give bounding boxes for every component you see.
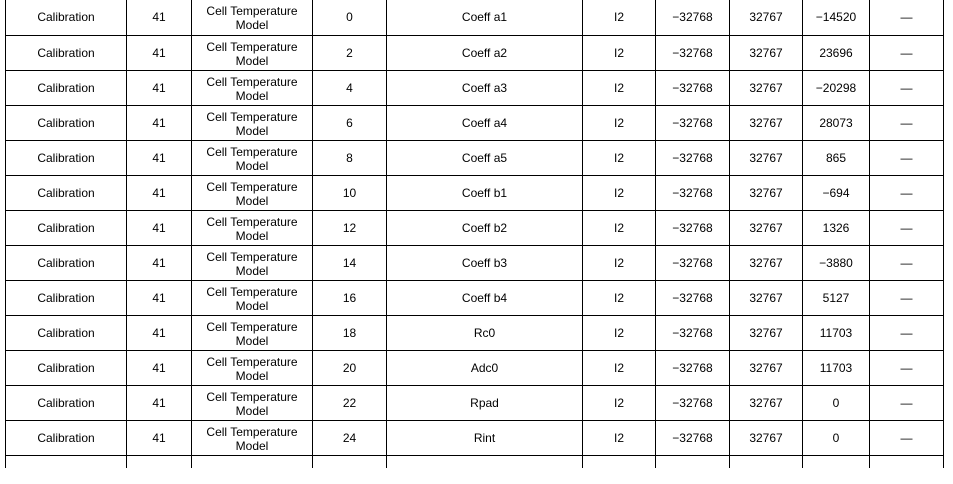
cell-value-text: −3880	[819, 255, 853, 270]
cell-type	[583, 385, 656, 420]
cell-category	[6, 140, 127, 175]
cell-type	[583, 210, 656, 245]
cell-min	[656, 0, 730, 35]
cell-offset-text: 6	[346, 115, 353, 130]
cell-max	[730, 385, 803, 420]
cell-id-text: 41	[152, 325, 166, 340]
cell-max	[730, 140, 803, 175]
table-row	[6, 280, 944, 315]
cell-model-text: Cell Temperature Model	[206, 319, 298, 348]
cell-category-text: Calibration	[37, 360, 95, 375]
cell-max-text: 32767	[749, 115, 783, 130]
cell-id	[127, 245, 192, 280]
table-row-partial	[6, 455, 944, 468]
cell-category	[6, 350, 127, 385]
cell-name	[387, 350, 583, 385]
cell-min	[656, 245, 730, 280]
cell-unit	[870, 140, 944, 175]
cell-name-text: Rc0	[473, 325, 496, 340]
cell-min-text: −32768	[672, 395, 713, 410]
cell-model	[192, 280, 313, 315]
cell-unit-text: —	[900, 290, 913, 305]
cell-offset	[313, 0, 387, 35]
cell-id-text: 41	[152, 45, 166, 60]
cell-name-text: Coeff b4	[461, 290, 508, 305]
cell-name	[387, 385, 583, 420]
data-table	[5, 0, 944, 468]
cell-category-text: Calibration	[37, 255, 95, 270]
cell-unit-text: —	[900, 45, 913, 60]
cell-model-text: Cell Temperature Model	[206, 4, 298, 32]
cell-id	[127, 105, 192, 140]
cell-offset-text: 14	[342, 255, 357, 270]
cell-offset-text: 24	[342, 430, 357, 445]
cell-min-text: −32768	[672, 45, 713, 60]
cell-type-text: I2	[613, 430, 624, 445]
cell-type	[583, 280, 656, 315]
cell-category	[6, 315, 127, 350]
cell-min	[656, 280, 730, 315]
cell-unit-text: —	[900, 395, 913, 410]
cell-value	[803, 0, 870, 35]
cell-type-text: I2	[613, 220, 624, 235]
cell-unit	[870, 385, 944, 420]
cell-type	[583, 350, 656, 385]
cell-unit	[870, 0, 944, 35]
cell-name	[387, 245, 583, 280]
cell-name-text: Coeff a2	[461, 45, 508, 60]
cell-unit-text: —	[900, 430, 913, 445]
cell-offset	[313, 350, 387, 385]
cell-type-text: I2	[613, 255, 624, 270]
cell-offset-text: 22	[342, 395, 357, 410]
table-row	[6, 0, 944, 35]
cell-max	[730, 315, 803, 350]
cell-model	[192, 105, 313, 140]
cell-value-text: 28073	[819, 115, 853, 130]
cell-name-text: Rint	[473, 430, 496, 445]
cell-id	[127, 0, 192, 35]
cell-min-text: −32768	[672, 80, 713, 95]
cell-offset-text: 18	[342, 325, 357, 340]
cell-name-text: Coeff a4	[461, 115, 508, 130]
cell-value-text: −20298	[815, 80, 857, 95]
cell-value-text: −14520	[815, 10, 857, 24]
table-row	[6, 385, 944, 420]
cell-value	[803, 315, 870, 350]
cell-max-text: 32767	[749, 10, 783, 24]
cell-offset	[313, 105, 387, 140]
cell-offset	[313, 385, 387, 420]
cell-name	[387, 140, 583, 175]
cell-max	[730, 105, 803, 140]
cell-model	[192, 140, 313, 175]
cell-model	[192, 0, 313, 35]
cell-value	[803, 175, 870, 210]
cell-max-text: 32767	[749, 290, 783, 305]
cell-unit	[870, 350, 944, 385]
cell-id	[127, 315, 192, 350]
table-row	[6, 70, 944, 105]
cell-value-text: 11703	[819, 360, 853, 375]
cell-id-text: 41	[152, 255, 166, 270]
cell-max-text: 32767	[749, 185, 783, 200]
cell-model	[192, 70, 313, 105]
cell-id-text: 41	[152, 115, 166, 130]
table-row	[6, 210, 944, 245]
cell-offset	[313, 175, 387, 210]
cell-min	[656, 350, 730, 385]
cell-offset-text: 16	[342, 290, 357, 305]
cell-min	[656, 105, 730, 140]
cell-min-text: −32768	[672, 430, 713, 445]
cell-model-text: Cell Temperature Model	[206, 284, 298, 313]
cell-category-text: Calibration	[37, 185, 95, 200]
cell-category-text: Calibration	[37, 45, 95, 60]
cell-unit	[870, 70, 944, 105]
cell-max-text: 32767	[749, 80, 783, 95]
cell-offset	[313, 280, 387, 315]
cell-model	[192, 35, 313, 70]
cell-name	[387, 420, 583, 455]
cell-category	[6, 0, 127, 35]
cell-name-text: Adc0	[470, 360, 499, 375]
cell-id	[127, 140, 192, 175]
cell-model-text: Cell Temperature Model	[206, 249, 298, 278]
cell-category	[6, 70, 127, 105]
cell-id	[127, 385, 192, 420]
cell-value-text: 5127	[822, 290, 850, 305]
cell-category	[6, 385, 127, 420]
cell-offset-text: 20	[342, 360, 357, 375]
cell-model-text: Cell Temperature Model	[206, 39, 298, 68]
cell-type	[583, 105, 656, 140]
table-row	[6, 420, 944, 455]
table-row	[6, 175, 944, 210]
cell-min-text: −32768	[672, 220, 713, 235]
cell-category	[6, 420, 127, 455]
cell-unit	[870, 455, 944, 468]
cell-value-text: −694	[822, 185, 850, 200]
cell-max	[730, 245, 803, 280]
cell-type-text: I2	[613, 10, 624, 24]
cell-category-text: Calibration	[37, 220, 95, 235]
cell-min-text: −32768	[672, 290, 713, 305]
cell-type-text: I2	[613, 45, 624, 60]
cell-value-text: 0	[832, 395, 840, 410]
cell-offset-text: 12	[342, 220, 357, 235]
cell-max-text: 32767	[749, 45, 783, 60]
cell-max	[730, 210, 803, 245]
cell-category-text: Calibration	[37, 115, 95, 130]
cell-id	[127, 350, 192, 385]
cell-type	[583, 420, 656, 455]
cell-id-text: 41	[152, 185, 166, 200]
cell-unit-text: —	[900, 185, 913, 200]
cell-min-text: −32768	[672, 325, 713, 340]
cell-offset	[313, 70, 387, 105]
cell-value	[803, 105, 870, 140]
cell-unit-text: —	[900, 220, 913, 235]
cell-value	[803, 210, 870, 245]
cell-min	[656, 35, 730, 70]
cell-id-text: 41	[152, 80, 166, 95]
cell-model-text: Cell Temperature Model	[206, 389, 298, 418]
cell-unit-text: —	[900, 115, 913, 130]
cell-category	[6, 105, 127, 140]
cell-category	[6, 280, 127, 315]
cell-model	[192, 210, 313, 245]
cell-offset-text: 0	[346, 10, 353, 24]
cell-min	[656, 210, 730, 245]
cell-unit	[870, 105, 944, 140]
cell-max-text: 32767	[749, 430, 783, 445]
cell-max-text: 32767	[749, 255, 783, 270]
cell-value	[803, 140, 870, 175]
cell-unit	[870, 280, 944, 315]
cell-type-text: I2	[613, 395, 624, 410]
cell-id-text: 41	[152, 360, 166, 375]
cell-name-text: Coeff b1	[461, 185, 508, 200]
cell-offset	[313, 140, 387, 175]
cell-id-text: 41	[152, 10, 166, 24]
table-row	[6, 315, 944, 350]
cell-type	[583, 70, 656, 105]
cell-id	[127, 70, 192, 105]
cell-type	[583, 35, 656, 70]
cell-name	[387, 35, 583, 70]
cell-max	[730, 70, 803, 105]
cell-name-text: Coeff a5	[461, 150, 508, 165]
cell-type	[583, 455, 656, 468]
cell-name-text: Rpad	[470, 395, 499, 410]
cell-name-text: Coeff a3	[461, 80, 508, 95]
cell-value	[803, 420, 870, 455]
cell-id-text: 41	[152, 220, 166, 235]
cell-max	[730, 35, 803, 70]
cell-id-text: 41	[152, 395, 166, 410]
cell-value	[803, 385, 870, 420]
cell-max-text: 32767	[749, 325, 783, 340]
cell-max-text: 32767	[749, 150, 783, 165]
cell-min	[656, 175, 730, 210]
cell-model-text: Cell Temperature Model	[206, 214, 298, 243]
cell-min-text: −32768	[672, 360, 713, 375]
cell-unit	[870, 210, 944, 245]
cell-unit	[870, 315, 944, 350]
cell-name	[387, 105, 583, 140]
cell-max	[730, 175, 803, 210]
cell-id	[127, 175, 192, 210]
cell-min	[656, 140, 730, 175]
cell-category-text: Calibration	[37, 395, 95, 410]
cell-id-text: 41	[152, 290, 166, 305]
cell-category-text: Calibration	[37, 430, 95, 445]
cell-name	[387, 315, 583, 350]
cell-id	[127, 455, 192, 468]
cell-model	[192, 245, 313, 280]
cell-type	[583, 140, 656, 175]
cell-unit-text: —	[900, 325, 913, 340]
cell-id	[127, 210, 192, 245]
cell-unit-text: —	[900, 360, 913, 375]
cell-offset	[313, 315, 387, 350]
cell-type-text: I2	[613, 80, 624, 95]
cell-value	[803, 35, 870, 70]
cell-type	[583, 175, 656, 210]
cell-max-text: 32767	[749, 360, 783, 375]
cell-unit-text: —	[900, 10, 913, 24]
cell-offset-text: 4	[346, 80, 353, 95]
cell-unit-text: —	[900, 255, 913, 270]
cell-type-text: I2	[613, 185, 624, 200]
cell-min	[656, 385, 730, 420]
cell-unit	[870, 420, 944, 455]
cell-category-text: Calibration	[37, 290, 95, 305]
cell-name	[387, 70, 583, 105]
cell-model-text: Cell Temperature Model	[206, 144, 298, 173]
cell-min	[656, 420, 730, 455]
cell-category-text: Calibration	[37, 150, 95, 165]
table-row	[6, 35, 944, 70]
cell-offset	[313, 455, 387, 468]
cell-max-text: 32767	[749, 395, 783, 410]
cell-model-text: Cell Temperature Model	[206, 109, 298, 138]
cell-min-text: −32768	[672, 185, 713, 200]
table-row	[6, 140, 944, 175]
cell-value-text: 1326	[822, 220, 850, 235]
cell-type	[583, 0, 656, 35]
table-body	[6, 0, 944, 468]
cell-category	[6, 455, 127, 468]
cell-model	[192, 315, 313, 350]
cell-value	[803, 280, 870, 315]
cell-id	[127, 35, 192, 70]
cell-category	[6, 35, 127, 70]
table-row	[6, 245, 944, 280]
cell-value-text: 865	[825, 150, 847, 165]
cell-category-text: Calibration	[37, 80, 95, 95]
cell-max	[730, 420, 803, 455]
cell-offset	[313, 210, 387, 245]
cell-model	[192, 420, 313, 455]
cell-max-text: 32767	[749, 220, 783, 235]
cell-value-text: 23696	[819, 45, 853, 60]
cell-unit	[870, 245, 944, 280]
cell-offset	[313, 35, 387, 70]
cell-name-text: Coeff a1	[461, 10, 508, 24]
cell-offset	[313, 245, 387, 280]
cell-min-text: −32768	[672, 255, 713, 270]
cell-max	[730, 350, 803, 385]
cell-category	[6, 175, 127, 210]
cell-model-text: Cell Temperature Model	[206, 354, 298, 383]
cell-type-text: I2	[613, 115, 624, 130]
cell-model-text: Cell Temperature Model	[206, 179, 298, 208]
cell-min	[656, 455, 730, 468]
cell-value	[803, 350, 870, 385]
cell-id-text: 41	[152, 430, 166, 445]
cell-name	[387, 280, 583, 315]
cell-max	[730, 280, 803, 315]
cell-type-text: I2	[613, 150, 624, 165]
cell-min-text: −32768	[672, 115, 713, 130]
cell-min-text: −32768	[672, 10, 713, 24]
cell-type	[583, 245, 656, 280]
cell-type-text: I2	[613, 360, 624, 375]
table-row	[6, 105, 944, 140]
cell-model	[192, 350, 313, 385]
cell-name-text: Coeff b3	[461, 255, 508, 270]
cell-model	[192, 175, 313, 210]
cell-unit	[870, 175, 944, 210]
cell-name	[387, 175, 583, 210]
cell-name	[387, 455, 583, 468]
cell-value-text: 0	[832, 430, 840, 445]
cell-id	[127, 420, 192, 455]
cell-name-text: Coeff b2	[461, 220, 508, 235]
cell-offset-text: 8	[346, 150, 353, 165]
cell-max	[730, 455, 803, 468]
cell-unit-text: —	[900, 80, 913, 95]
cell-model-text: Cell Temperature Model	[206, 424, 298, 453]
cell-type-text: I2	[613, 290, 624, 305]
cell-model-text: Cell Temperature Model	[206, 74, 298, 103]
cell-max	[730, 0, 803, 35]
cell-min-text: −32768	[672, 150, 713, 165]
cell-value	[803, 70, 870, 105]
cell-model	[192, 385, 313, 420]
cell-id-text: 41	[152, 150, 166, 165]
cell-name	[387, 210, 583, 245]
table-row	[6, 350, 944, 385]
cell-offset-text: 10	[342, 185, 357, 200]
cell-min	[656, 315, 730, 350]
cell-category	[6, 245, 127, 280]
cell-category-text: Calibration	[37, 10, 95, 24]
cell-model	[192, 455, 313, 468]
cell-min	[656, 70, 730, 105]
cell-offset-text: 2	[346, 45, 353, 60]
cell-type	[583, 315, 656, 350]
cell-category-text: Calibration	[37, 325, 95, 340]
cell-value-text: 11703	[819, 325, 853, 340]
cell-type-text: I2	[613, 325, 624, 340]
cell-category	[6, 210, 127, 245]
cell-name	[387, 0, 583, 35]
cell-unit	[870, 35, 944, 70]
cell-value	[803, 245, 870, 280]
cell-id	[127, 280, 192, 315]
cell-unit-text: —	[900, 150, 913, 165]
cell-offset	[313, 420, 387, 455]
cell-value	[803, 455, 870, 468]
